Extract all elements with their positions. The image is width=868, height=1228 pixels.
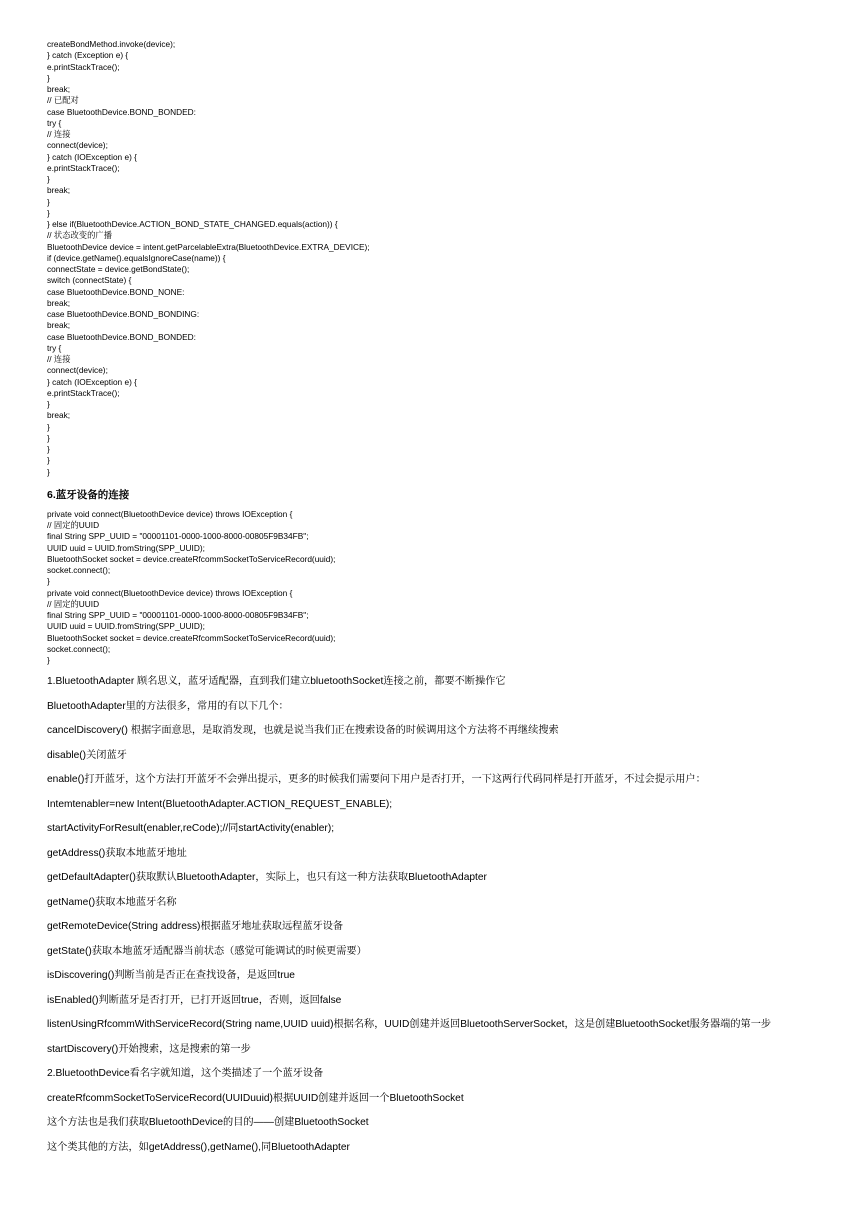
code-line: e.printStackTrace(); (47, 387, 120, 398)
paragraph: startActivityForResult(enabler,reCode);//同startActivity(enabler); (47, 823, 335, 835)
code-block-bond-receiver (47, 39, 847, 478)
paragraph: BluetoothAdapter里的方法很多，常用的有以下几个： (47, 700, 289, 712)
paragraph: 这个方法也是我们获取BluetoothDevice的目的——创建BluetoothSocket (47, 1117, 369, 1129)
code-line: case BluetoothDevice.BOND_BONDING: (47, 309, 200, 319)
code-line: UUID uuid = UUID.fromString(SPP_UUID); (47, 621, 205, 632)
code-line: final String SPP_UUID = "00001101-0000-1000-8000-00805F9B34FB"; (47, 531, 309, 542)
paragraph: disable()关闭蓝牙 (47, 749, 127, 761)
code-line: } (47, 174, 50, 184)
paragraph: 1.BluetoothAdapter 顾名思义，蓝牙适配器，直到我们建立bluetoothSocket连接之前，都要不断操作它 (47, 676, 506, 688)
code-line: case BluetoothDevice.BOND_NONE: (47, 286, 185, 297)
paragraph: startDiscovery()开始搜索，这是搜索的第一步 (47, 1043, 251, 1055)
code-line: connectState = device.getBondState(); (47, 264, 190, 274)
code-line: break; (47, 320, 71, 331)
code-line: } (47, 455, 50, 466)
paragraph: getName()获取本地蓝牙名称 (47, 896, 177, 908)
code-line: } (47, 399, 50, 409)
code-line: } (47, 444, 50, 454)
code-line: } (47, 196, 50, 207)
code-line: connect(device); (47, 140, 108, 151)
code-line: break; (47, 84, 71, 94)
code-line: } catch (IOException e) { (47, 151, 137, 162)
code-line: } (47, 432, 50, 443)
code-line: BluetoothSocket socket = device.createRfcommSocketToServiceRecord(uuid); (47, 632, 336, 643)
code-line: UUID uuid = UUID.fromString(SPP_UUID); (47, 542, 205, 553)
code-line: socket.connect(); (47, 643, 111, 654)
paragraph: 这个类其他的方法，如getAddress(),getName(),同BluetoothAdapter (47, 1141, 350, 1153)
paragraph: getState()获取本地蓝牙适配器当前状态（感觉可能调试的时候更需要） (47, 945, 367, 957)
code-block-connect (47, 509, 847, 667)
code-line: private void connect(BluetoothDevice device) throws IOException { (47, 587, 293, 598)
paragraph: isEnabled()判断蓝牙是否打开，已打开返回true，否则，返回false (47, 994, 342, 1006)
code-line: socket.connect(); (47, 565, 111, 575)
code-line: } (47, 466, 50, 477)
code-line: BluetoothSocket socket = device.createRfcommSocketToServiceRecord(uuid); (47, 553, 336, 564)
code-line: // 已配对 (47, 95, 79, 106)
code-line: } catch (Exception e) { (47, 50, 129, 61)
paragraph: isDiscovering()判断当前是否正在查找设备，是返回true (47, 970, 295, 982)
code-line: case BluetoothDevice.BOND_BONDED: (47, 331, 196, 342)
paragraph: cancelDiscovery() 根据字面意思，是取消发现，也就是说当我们正在搜索设备的时候调用这个方法将不再继续搜索 (47, 725, 559, 737)
paragraph: Intemtenabler=new Intent(BluetoothAdapter.ACTION_REQUEST_ENABLE); (47, 798, 393, 810)
code-line: switch (connectState) { (47, 275, 132, 286)
paragraph: createRfcommSocketToServiceRecord(UUIDuuid)根据UUID创建并返回一个BluetoothSocket (47, 1092, 464, 1104)
code-line: break; (47, 410, 71, 421)
paragraph: getRemoteDevice(String address)根据蓝牙地址获取远程蓝牙设备 (47, 921, 344, 933)
code-line: e.printStackTrace(); (47, 162, 120, 173)
code-line: break; (47, 297, 71, 308)
paragraph: listenUsingRfcommWithServiceRecord(String name,UUID uuid)根据名称，UUID创建并返回BluetoothServerSocket，这是创建BluetoothSocket服务器端的第一步 (47, 1019, 772, 1031)
code-line: // 状态改变的广播 (47, 230, 112, 241)
code-line: try { (47, 117, 62, 128)
code-line: } (47, 655, 50, 665)
code-line: // 连接 (47, 129, 71, 139)
paragraph: getDefaultAdapter()获取默认BluetoothAdapter，实际上，也只有这一种方法获取BluetoothAdapter (47, 872, 487, 884)
code-line: } (47, 421, 50, 432)
code-line: break; (47, 185, 71, 196)
code-line: createBondMethod.invoke(device); (47, 39, 176, 49)
explanation-paragraphs (47, 675, 847, 1154)
code-line: } (47, 72, 50, 83)
code-line: if (device.getName().equalsIgnoreCase(name)) { (47, 252, 226, 263)
code-line: // 连接 (47, 354, 71, 364)
code-line: // 固定的UUID (47, 598, 100, 609)
section-heading: 6.蓝牙设备的连接 (47, 488, 130, 501)
code-line: } else if(BluetoothDevice.ACTION_BOND_STATE_CHANGED.equals(action)) { (47, 219, 338, 229)
code-line: BluetoothDevice device = intent.getParcelableExtra(BluetoothDevice.EXTRA_DEVICE); (47, 241, 370, 252)
document-page (47, 39, 847, 1165)
paragraph: enable()打开蓝牙，这个方法打开蓝牙不会弹出提示，更多的时候我们需要问下用户是否打开，一下这两行代码同样是打开蓝牙，不过会提示用户： (47, 774, 706, 786)
code-line: // 固定的UUID (47, 520, 100, 530)
code-line: } (47, 576, 50, 587)
code-line: case BluetoothDevice.BOND_BONDED: (47, 106, 196, 117)
paragraph: 2.BluetoothDevice看名字就知道，这个类描述了一个蓝牙设备 (47, 1068, 324, 1080)
code-line: e.printStackTrace(); (47, 61, 120, 72)
code-line: } (47, 207, 50, 218)
code-line: try { (47, 342, 62, 353)
code-line: private void connect(BluetoothDevice device) throws IOException { (47, 508, 293, 519)
code-line: connect(device); (47, 365, 108, 376)
code-line: final String SPP_UUID = "00001101-0000-1000-8000-00805F9B34FB"; (47, 610, 309, 620)
code-line: } catch (IOException e) { (47, 376, 137, 387)
paragraph: getAddress()获取本地蓝牙地址 (47, 847, 187, 859)
